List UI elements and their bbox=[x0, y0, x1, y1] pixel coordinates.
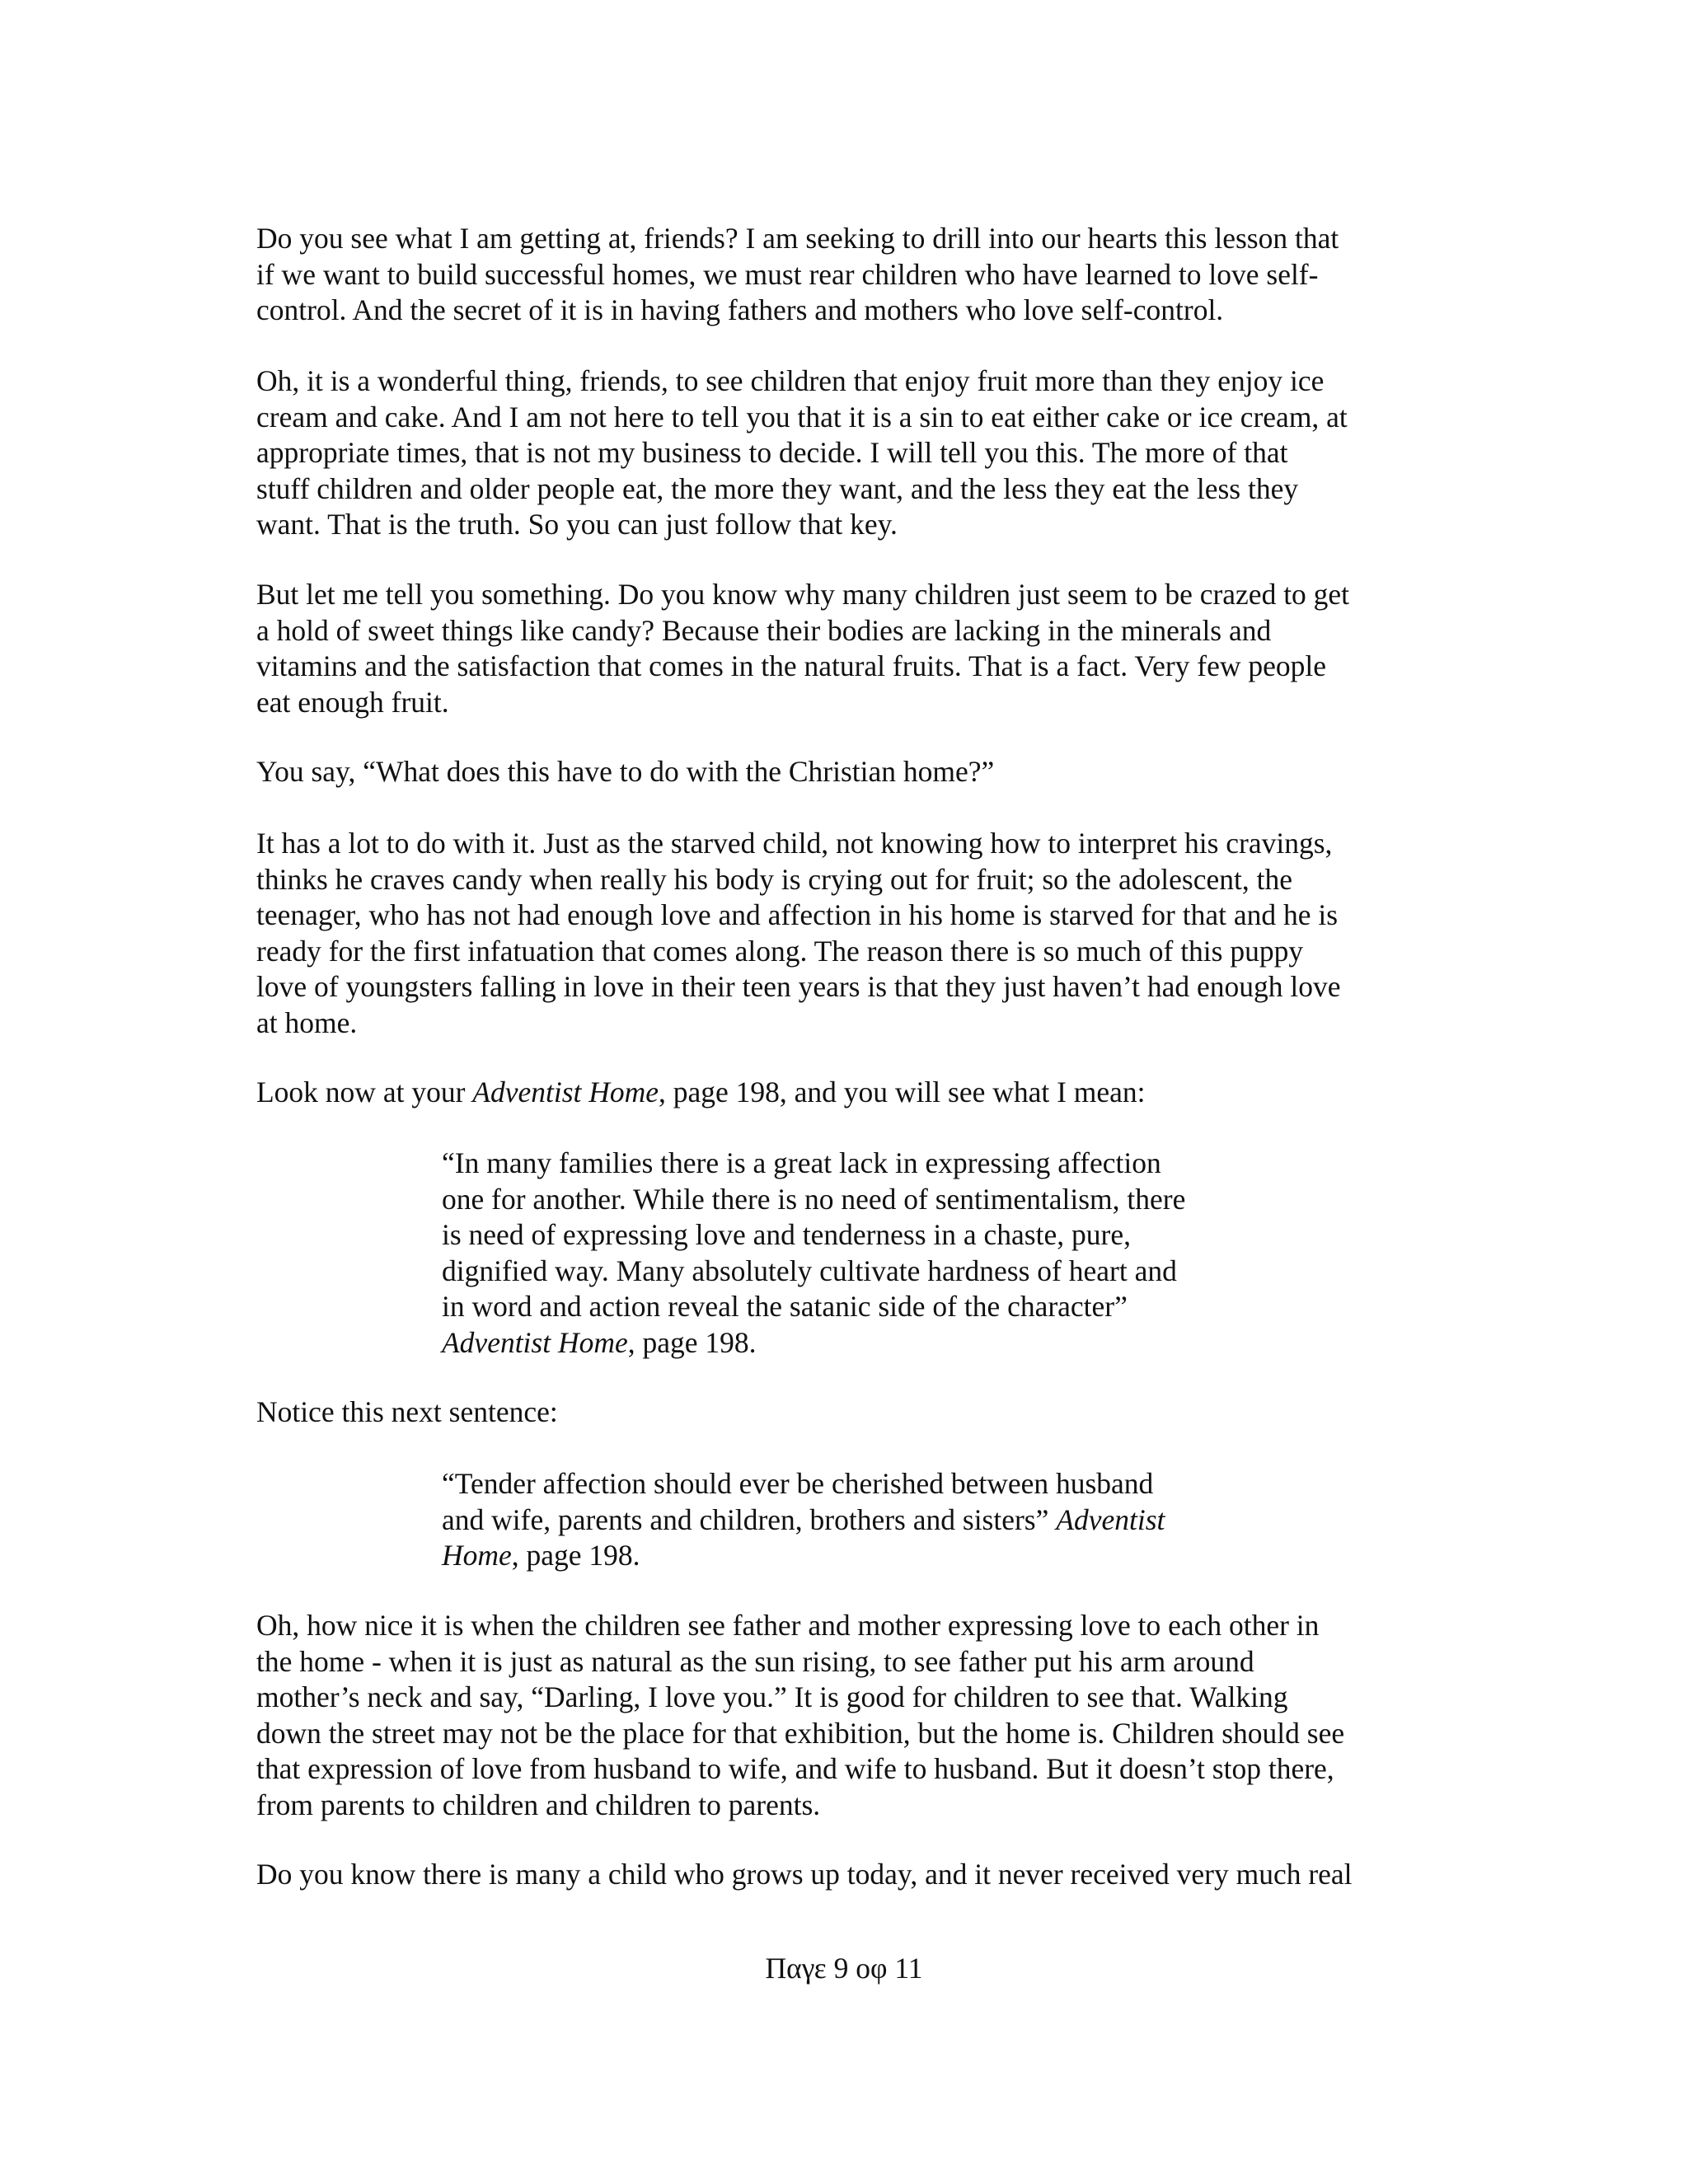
book-title: Adventist bbox=[1056, 1502, 1165, 1536]
text-line: in word and action reveal the satanic side of the character” bbox=[442, 1290, 1128, 1323]
paragraph bbox=[256, 1075, 1146, 1111]
block-quote bbox=[442, 1146, 1185, 1361]
text-line: if we want to build successful homes, we must rear children who have learned to love self- bbox=[256, 257, 1319, 291]
paragraph bbox=[256, 1608, 1344, 1823]
text-line: love of youngsters falling in love in their teen years is that they just haven’t had enough love bbox=[256, 970, 1341, 1003]
text-line: eat enough fruit. bbox=[256, 685, 449, 719]
book-title: Home bbox=[442, 1539, 512, 1572]
paragraph bbox=[256, 826, 1341, 1041]
text-line: Do you see what I am getting at, friends? I am seeking to drill into our hearts this lesson that bbox=[256, 222, 1339, 255]
paragraph bbox=[256, 221, 1339, 329]
text-run: , page 198. bbox=[511, 1539, 640, 1572]
text-line: from parents to children and children to parents. bbox=[256, 1788, 821, 1821]
text-line: mother’s neck and say, “Darling, I love you.” It is good for children to see that. Walking bbox=[256, 1680, 1288, 1713]
text-line: vitamins and the satisfaction that comes in the natural fruits. That is a fact. Very few people bbox=[256, 649, 1327, 682]
book-title: Adventist Home bbox=[472, 1076, 659, 1108]
text-run: , page 198, and you will see what I mean: bbox=[659, 1076, 1146, 1108]
text-run: , page 198. bbox=[627, 1325, 757, 1359]
book-title: Adventist Home bbox=[442, 1325, 628, 1359]
text-line: down the street may not be the place for that exhibition, but the home is. Children should see bbox=[256, 1716, 1345, 1750]
text-line: Oh, it is a wonderful thing, friends, to see children that enjoy fruit more than they enjoy ice bbox=[256, 364, 1325, 397]
text-line: ready for the first infatuation that comes along. The reason there is so much of this puppy bbox=[256, 934, 1304, 968]
text-line: teenager, who has not had enough love and affection in his home is starved for that and he is bbox=[256, 898, 1339, 931]
page-number-footer: Παγε 9 οφ 11 bbox=[765, 1952, 923, 1985]
text-line: a hold of sweet things like candy? Because their bodies are lacking in the minerals and bbox=[256, 613, 1272, 647]
text-line bbox=[442, 1502, 1165, 1539]
text-line: want. That is the truth. So you can just follow that key. bbox=[256, 508, 898, 541]
paragraph bbox=[256, 1394, 558, 1431]
text-line: “In many families there is a great lack in expressing affection bbox=[442, 1146, 1161, 1179]
paragraph bbox=[256, 1857, 1353, 1893]
block-quote bbox=[442, 1466, 1165, 1574]
text-line: at home. bbox=[256, 1005, 358, 1039]
text-line: You say, “What does this have to do with the Christian home?” bbox=[256, 755, 995, 788]
text-line: control. And the secret of it is in having fathers and mothers who love self-control. bbox=[256, 293, 1224, 326]
text-line: dignified way. Many absolutely cultivate hardness of heart and bbox=[442, 1254, 1177, 1287]
text-line: one for another. While there is no need of sentimentalism, there bbox=[442, 1182, 1186, 1216]
text-line: stuff children and older people eat, the more they want, and the less they eat the less they bbox=[256, 471, 1299, 505]
text-line: thinks he craves candy when really his body is crying out for fruit; so the adolescent, the bbox=[256, 862, 1292, 896]
paragraph bbox=[256, 577, 1349, 720]
text-line: But let me tell you something. Do you know why many children just seem to be crazed to get bbox=[256, 578, 1350, 611]
text-line: Notice this next sentence: bbox=[256, 1395, 558, 1428]
text-line: that expression of love from husband to wife, and wife to husband. But it doesn’t stop there, bbox=[256, 1752, 1334, 1785]
text-line: is need of expressing love and tenderness in a chaste, pure, bbox=[442, 1218, 1131, 1251]
text-line: appropriate times, that is not my business to decide. I will tell you this. The more of that bbox=[256, 436, 1288, 469]
text-line: “Tender affection should ever be cherished between husband bbox=[442, 1467, 1154, 1500]
citation-line bbox=[442, 1325, 1185, 1361]
text-line: It has a lot to do with it. Just as the starved child, not knowing how to interpret his cravings, bbox=[256, 827, 1333, 860]
citation-line bbox=[442, 1538, 1165, 1574]
paragraph bbox=[256, 754, 994, 790]
text-line: the home - when it is just as natural as the sun rising, to see father put his arm around bbox=[256, 1644, 1254, 1678]
text-line bbox=[256, 1075, 1146, 1111]
text-run: Look now at your bbox=[256, 1076, 473, 1108]
text-line: cream and cake. And I am not here to tell you that it is a sin to eat either cake or ice cream, at bbox=[256, 400, 1348, 434]
paragraph bbox=[256, 363, 1348, 543]
text-line: Do you know there is many a child who grows up today, and it never received very much real bbox=[256, 1858, 1353, 1891]
text-line: Oh, how nice it is when the children see father and mother expressing love to each other in bbox=[256, 1609, 1320, 1642]
text-run: and wife, parents and children, brothers and sisters” bbox=[442, 1502, 1057, 1536]
